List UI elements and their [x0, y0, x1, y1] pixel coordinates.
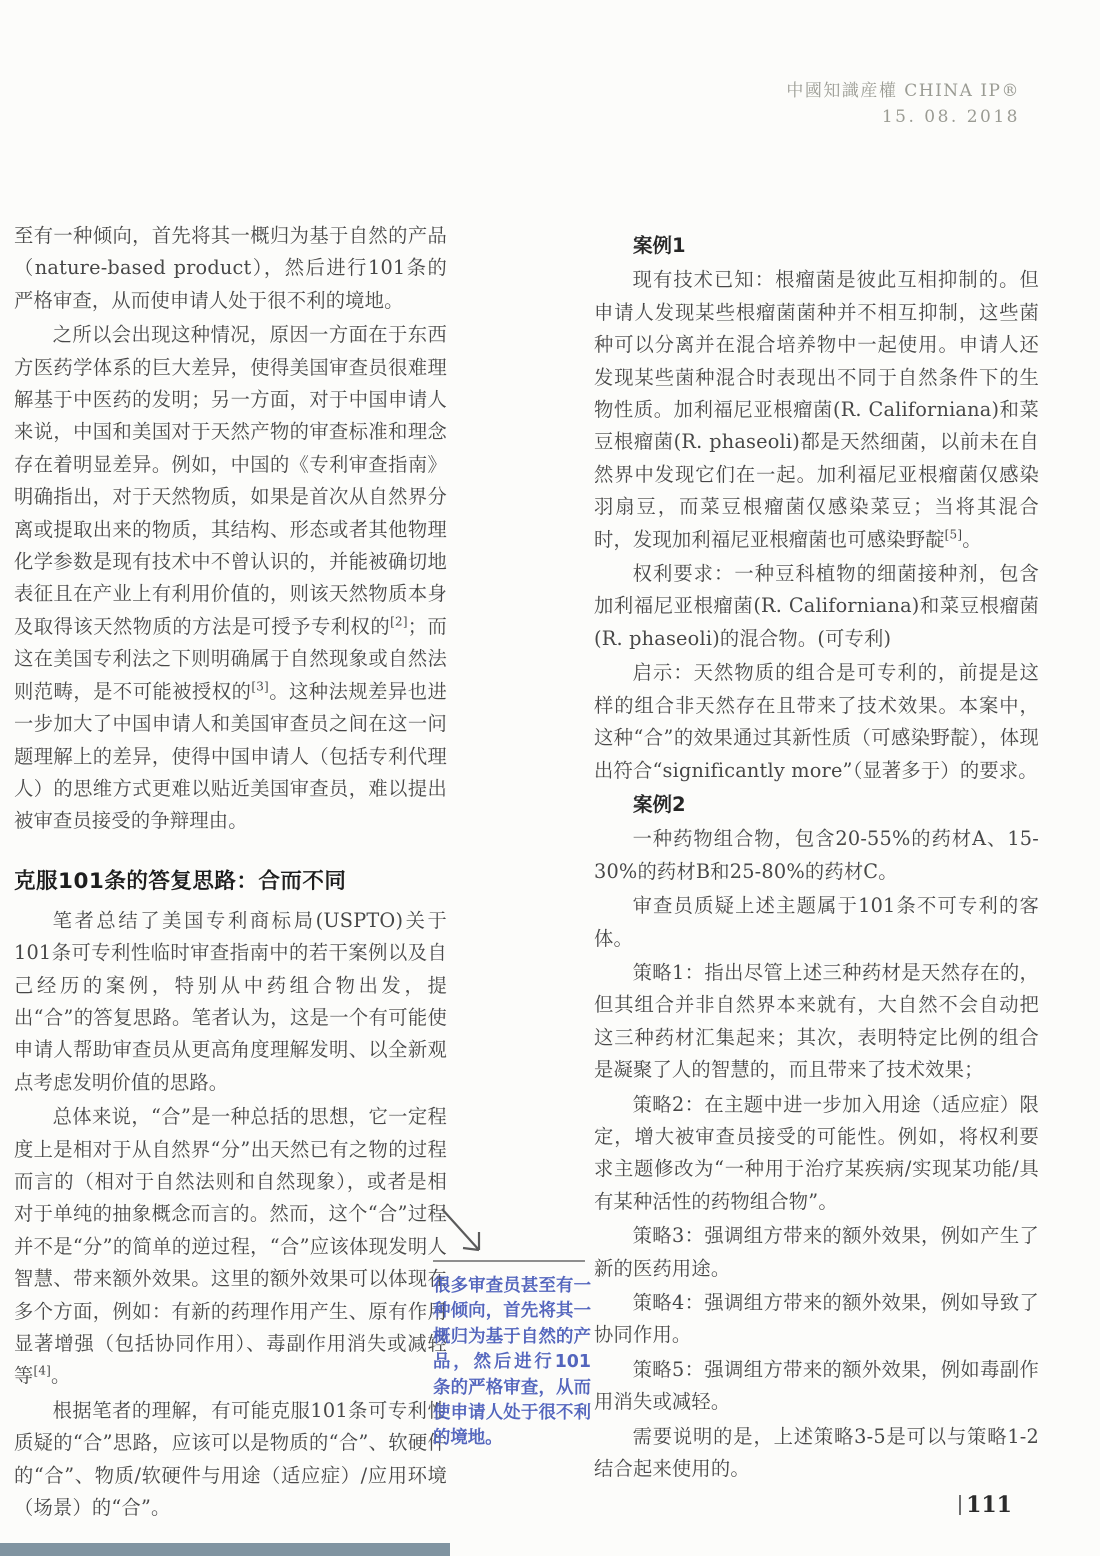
paragraph-continuation: 至有一种倾向，首先将其一概归为基于自然的产品（nature-based product），然后进行101条的严格审查，从而使申请人处于很不利的境地。 [14, 224, 447, 312]
strategy-2: 策略2：在主题中进一步加入用途（适应症）限定，增大被审查员接受的可能性。例如，将权利要求主题修改为“一种用于治疗某疾病/实现某功能/具有某种活性的药物组合物”。 [594, 1092, 1039, 1213]
paragraph-overall: 总体来说，“合”是一种总括的思想，它一定程度上是相对于从自然界“分”出天然已有之物的过程而言的（相对于自然法则和自然现象），或者是相对于单纯的抽象概念而言的。然而，这个“合”过程并不是“分”的简单的逆过程，“合”应该体现发明人智慧、带来额外效果。这里的额外效果可以体现在多个方面，例如：有新的药理作用产生、原有作用显著增强（包括协同作用）、毒副作用消失或减轻等[4]。 [14, 1105, 447, 1388]
bottom-accent-band [0, 1543, 450, 1556]
page-number [959, 1492, 1012, 1518]
paragraph-summary: 笔者总结了美国专利商标局(USPTO)关于101条可专利性临时审查指南中的若干案例以及自己经历的案例，特别从中药组合物出发，提出“合”的答复思路。笔者认为，这是一个有可能使申请人帮助审查员从更高角度理解发明、以全新观点考虑发明价值的思路。 [14, 908, 447, 1094]
closing-note: 需要说明的是，上述策略3-5是可以与策略1-2结合起来使用的。 [594, 1424, 1039, 1481]
case2-label: 案例2 [633, 792, 686, 816]
page-number-value: 111 [966, 1492, 1012, 1518]
strategy-3: 策略3：强调组方带来的额外效果，例如产生了新的医药用途。 [594, 1224, 1039, 1280]
case1-insight: 启示：天然物质的组合是可专利的，前提是这样的组合非天然存在且带来了技术效果。本案中，这种“合”的效果通过其新性质（可感染野靛），体现出符合“significantly more”（显著多于）的要求。 [594, 661, 1039, 782]
left-column [14, 220, 447, 1524]
diagonal-arrow-icon [439, 1206, 485, 1256]
pull-quote-callout [433, 1206, 591, 1452]
right-column [594, 226, 1039, 1485]
strategy-1: 策略1：指出尽管上述三种药材是天然存在的，但其组合并非自然界本来就有，大自然不会自动把这三种药材汇集起来；其次，表明特定比例的组合是凝聚了人的智慧的，而且带来了技术效果； [594, 960, 1039, 1082]
case1-prior-art: 现有技术已知：根瘤菌是彼此互相抑制的。但申请人发现某些根瘤菌菌种并不相互抑制，这些菌种可以分离并在混合培养物中一起使用。申请人还发现某些菌种混合时表现出不同于自然条件下的生物性质。加利福尼亚根瘤菌(R. Californiana)和菜豆根瘤菌(R. phaseoli)都是天然细菌，以前未在自然界中发现它们在一起。加利福尼亚根瘤菌仅感染羽扇豆，而菜豆根瘤菌仅感染菜豆；当将其混合时，发现加利福尼亚根瘤菌也可感染野靛[5]。 [594, 268, 1039, 551]
case1-label: 案例1 [633, 234, 686, 257]
case2-composition: 一种药物组合物，包含20-55%的药材A、15-30%的药材B和25-80%的药材C。 [594, 827, 1039, 883]
case1-claim: 权利要求：一种豆科植物的细菌接种剂，包含加利福尼亚根瘤菌(R. Californiana)和菜豆根瘤菌(R. phaseoli)的混合物。(可专利) [594, 562, 1039, 650]
section-heading: 克服101条的答复思路：合而不同 [14, 868, 347, 894]
callout-divider [433, 1260, 585, 1262]
pull-quote-text: 很多审查员甚至有一种倾向，首先将其一概归为基于自然的产品，然后进行101条的严格审查，从而使申请人处于很不利的境地。 [433, 1276, 591, 1449]
strategy-5: 策略5：强调组方带来的额外效果，例如毒副作用消失或减轻。 [594, 1357, 1039, 1414]
paragraph-reason: 之所以会出现这种情况，原因一方面在于东西方医药学体系的巨大差异，使得美国审查员很难理解基于中医药的发明；另一方面，对于中国申请人来说，中国和美国对于天然产物的审查标准和理念存在着明显差异。例如，中国的《专利审查指南》明确指出，对于天然物质，如果是首次从自然界分离或提取出来的物质，其结构、形态或者其他物理化学参数是现有技术中不曾认识的，并能被确切地表征且在产业上有利用价值的，则该天然物质本身及取得该天然物质的方法是可授予专利权的[2]；而这在美国专利法之下则明确属于自然现象或自然法则范畴，是不可能被授权的[3]。这种法规差异也进一步加大了中国申请人和美国审查员之间在这一问题理解上的差异，使得中国申请人（包括专利代理人）的思维方式更难以贴近美国审查员，难以提出被审查员接受的争辩理由。 [14, 323, 447, 833]
magazine-title: 中國知識産權 CHINA IP® [786, 81, 1020, 101]
page-header [786, 76, 1020, 127]
strategy-4: 策略4：强调组方带来的额外效果，例如导致了协同作用。 [594, 1291, 1039, 1347]
paragraph-understanding: 根据笔者的理解，有可能克服101条可专利性质疑的“合”思路，应该可以是物质的“合”、软硬件的“合”、物质/软硬件与用途（适应症）/应用环境（场景）的“合”。 [14, 1398, 447, 1520]
page-number-bar [959, 1495, 961, 1515]
case2-examiner: 审查员质疑上述主题属于101条不可专利的客体。 [594, 894, 1039, 950]
issue-date: 15. 08. 2018 [881, 107, 1020, 127]
